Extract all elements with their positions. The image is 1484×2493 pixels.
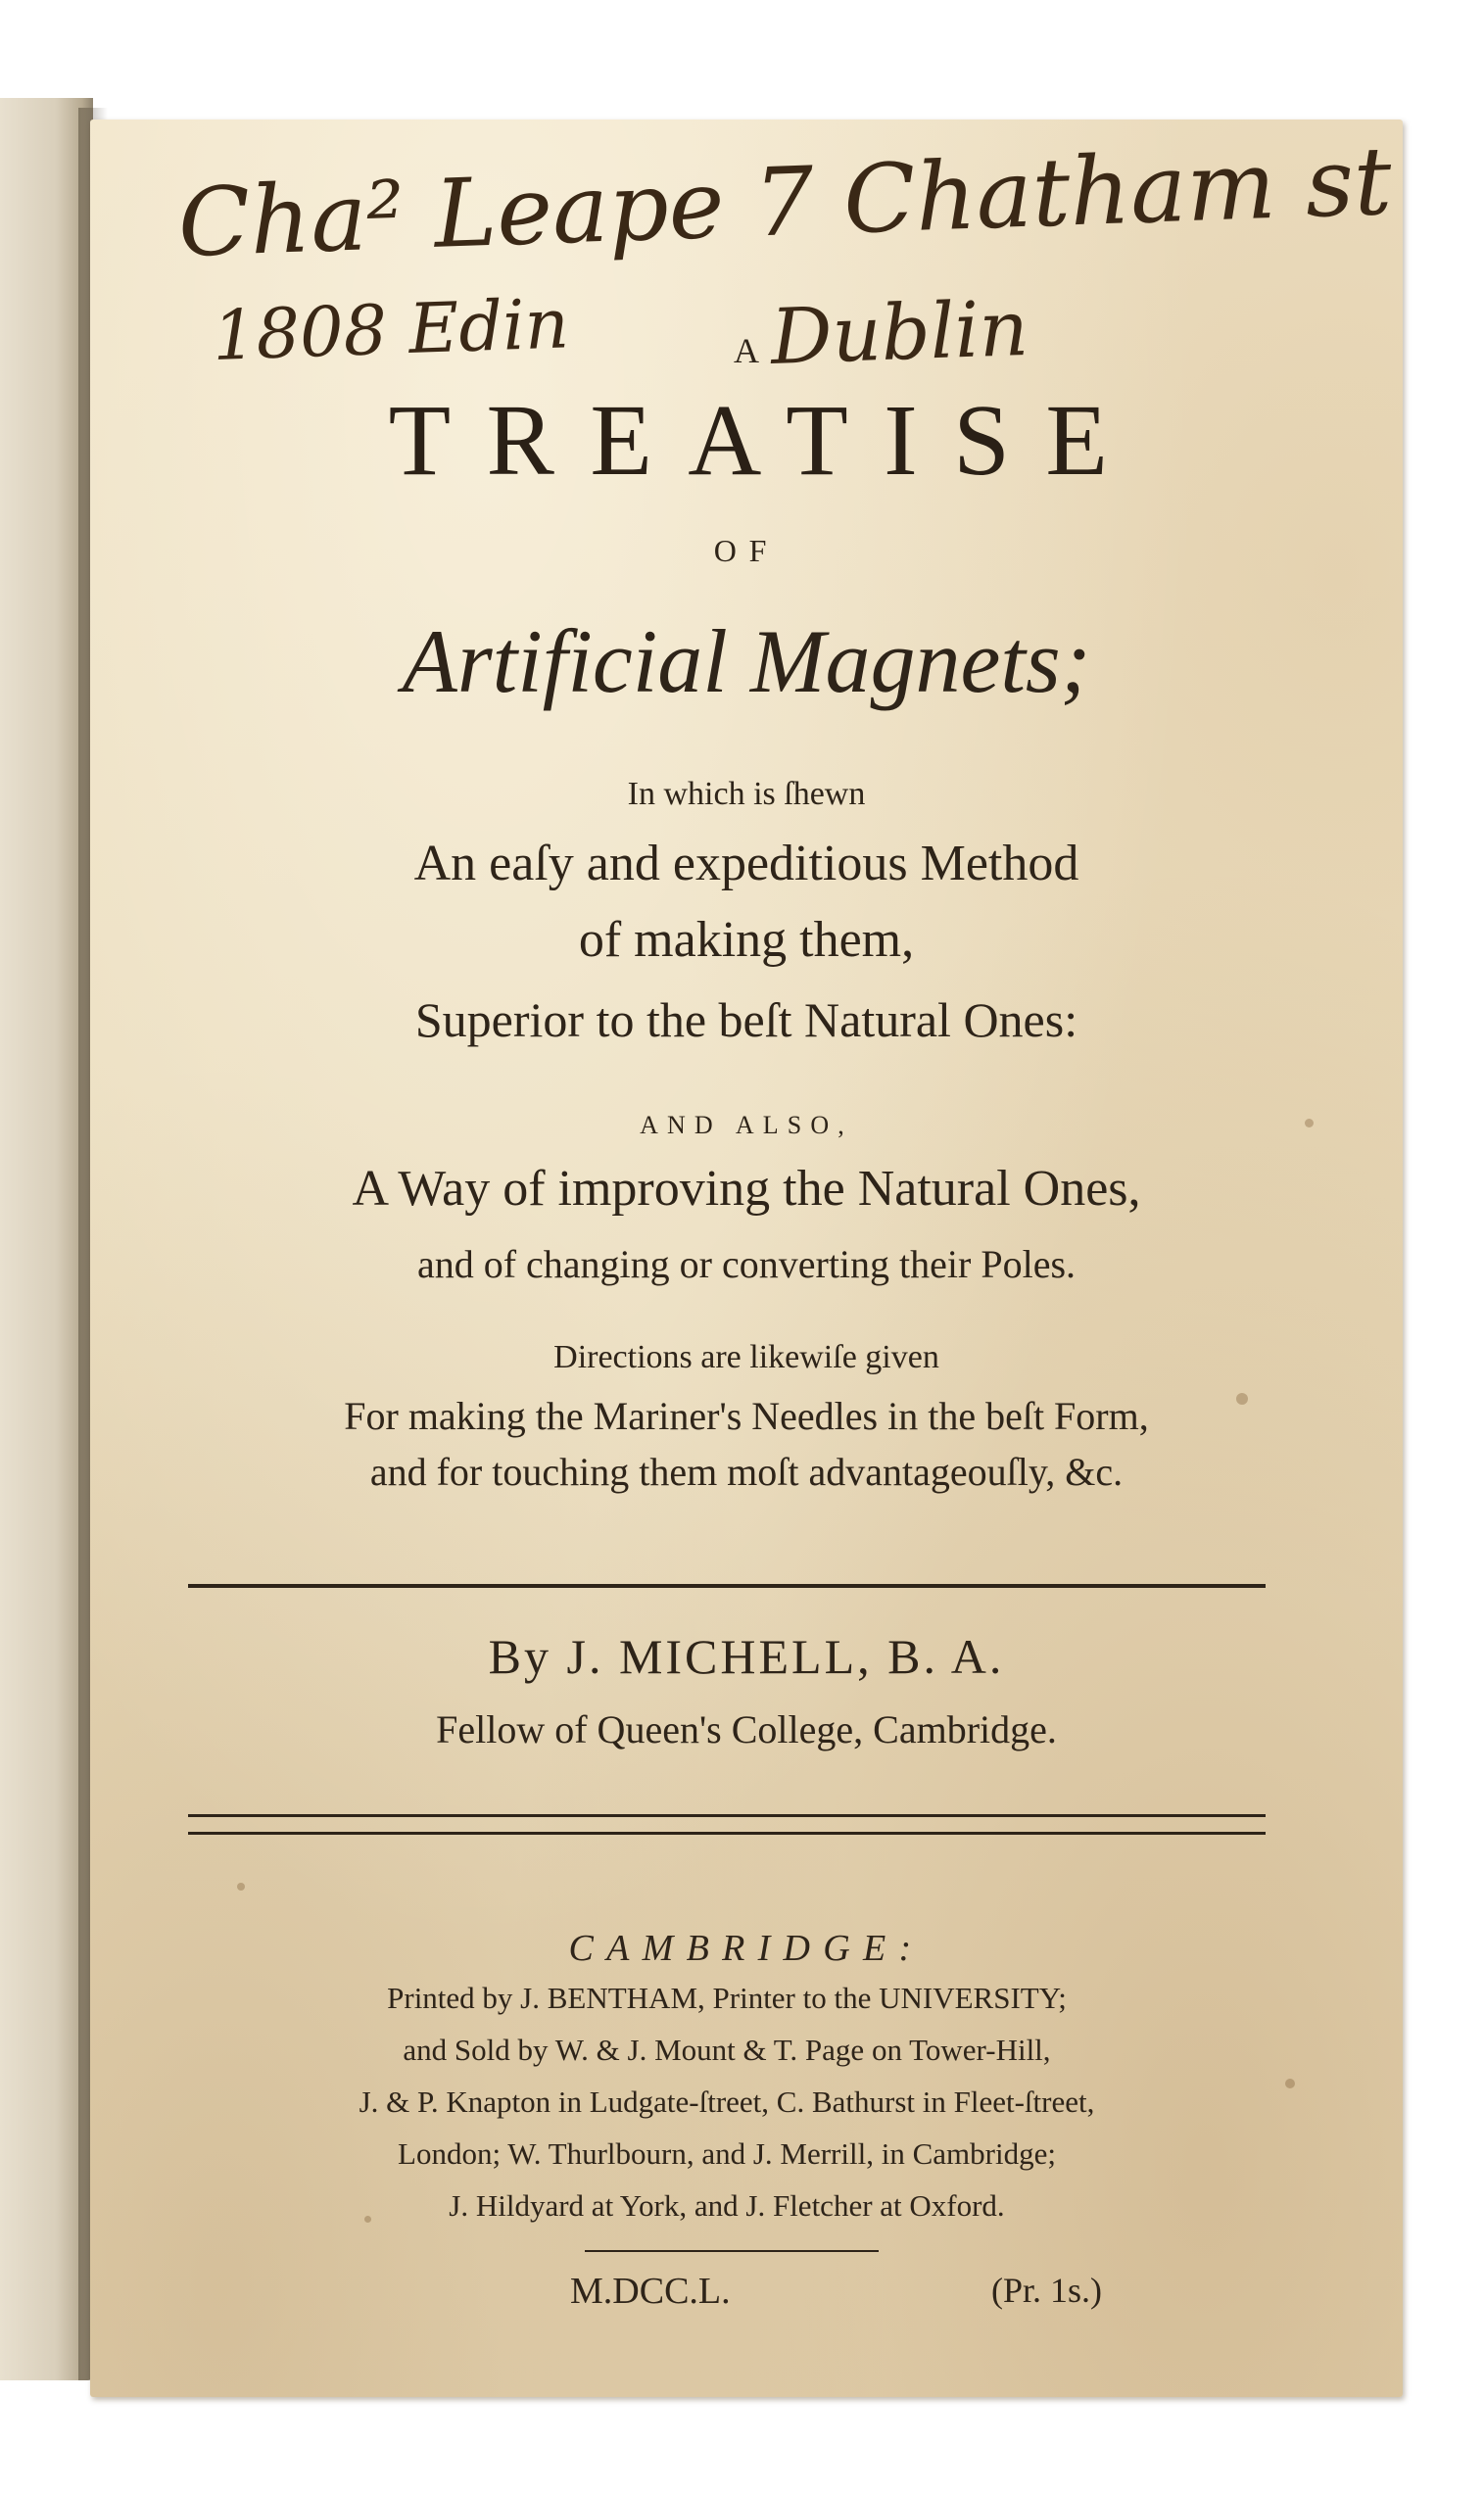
- inscription-line-2-right: Dublin: [769, 284, 1030, 382]
- title-article: A: [734, 331, 759, 370]
- subtitle-method: An eaſy and expeditious Method: [413, 836, 1079, 891]
- foxing-spot: [237, 1883, 245, 1891]
- rule-double-upper: [188, 1814, 1266, 1817]
- title-of: OF: [713, 533, 780, 568]
- subtitle-poles: and of changing or converting their Poles.: [416, 1242, 1077, 1286]
- affiliation-line: Fellow of Queen's College, Cambridge.: [436, 1707, 1057, 1751]
- title-subject: Artificial Magnets;: [402, 611, 1091, 711]
- imprint-line-1: Printed by J. BENTHAM, Printer to the UNIVERSITY;: [387, 1981, 1067, 2015]
- imprint-line-3: J. & P. Knapton in Ludgate-ſtreet, C. Bathurst in Fleet-ſtreet,: [359, 2085, 1095, 2119]
- inscription-line-1: Cha² Leape 7 Chatham st: [176, 125, 1394, 278]
- imprint-line-4: London; W. Thurlbourn, and J. Merrill, in Cambridge;: [398, 2136, 1056, 2171]
- rule-short: [585, 2250, 879, 2252]
- rule-top: [188, 1584, 1266, 1588]
- imprint-line-2: and Sold by W. & J. Mount & T. Page on Tower-Hill,: [403, 2033, 1051, 2067]
- place-of-printing: CAMBRIDGE:: [568, 1928, 925, 1969]
- subtitle-intro: In which is ſhewn: [627, 776, 866, 812]
- rule-double-lower: [188, 1832, 1266, 1835]
- touching-line: and for touching them moſt advantageouſly, &c.: [369, 1450, 1124, 1494]
- title-page: [90, 120, 1403, 2397]
- subtitle-making: of making them,: [578, 912, 915, 968]
- foxing-spot: [1285, 2079, 1295, 2088]
- subtitle-improving: A Way of improving the Natural Ones,: [352, 1161, 1141, 1217]
- year-of-publication: M.DCC.L.: [570, 2271, 731, 2312]
- title-main: TREATISE: [388, 384, 1144, 497]
- subtitle-superior: Superior to the beſt Natural Ones:: [414, 992, 1078, 1047]
- inscription-line-2-left: 1808 Edin: [211, 283, 570, 376]
- mariner-line: For making the Mariner's Needles in the beſt Form,: [344, 1394, 1149, 1438]
- directions-line: Directions are likewiſe given: [553, 1339, 939, 1375]
- price: (Pr. 1s.): [991, 2271, 1103, 2310]
- imprint-line-5: J. Hildyard at York, and J. Fletcher at Oxford.: [449, 2188, 1005, 2223]
- and-also: AND ALSO,: [640, 1111, 853, 1139]
- author-line: By J. MICHELL, B. A.: [488, 1629, 1005, 1684]
